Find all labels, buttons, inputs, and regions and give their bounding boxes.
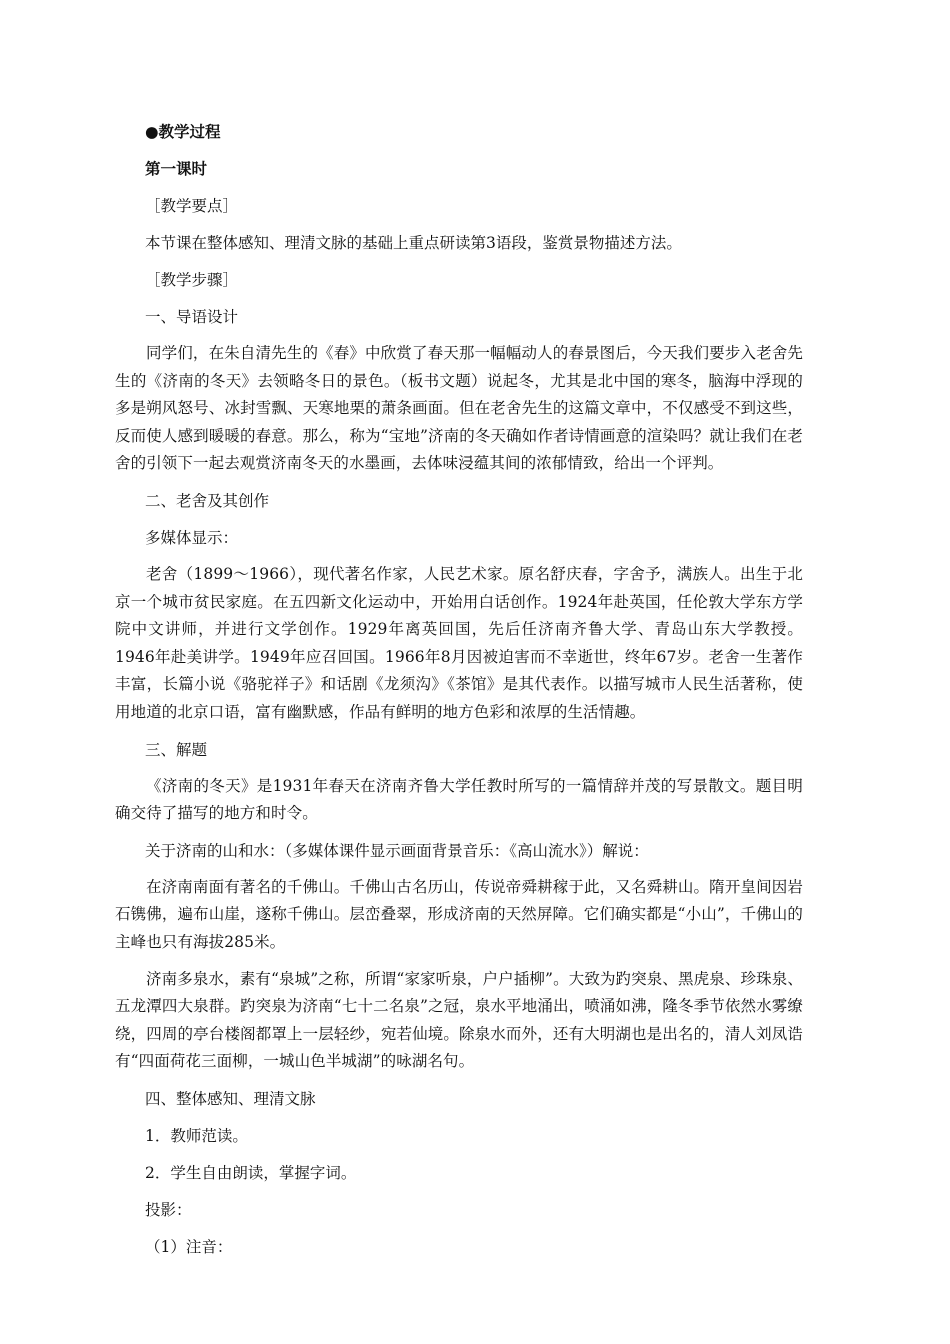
part3-water-paragraph <box>115 966 803 1076</box>
part4-title: 四、整体感知、理清文脉 <box>145 1089 316 1108</box>
part3-subtitle: 关于济南的山和水：（多媒体课件显示画面背景音乐：《高山流水》）解说： <box>145 841 649 860</box>
part2-paragraph <box>115 561 803 727</box>
part4-item-1: 1．教师范读。 <box>145 1126 248 1145</box>
key-points-label: ［教学要点］ <box>145 197 239 215</box>
part1-paragraph <box>115 340 803 478</box>
part4-item-2: 2．学生自由朗读，掌握字词。 <box>145 1163 357 1182</box>
part3-text: 《济南的冬天》是1931年春天在济南齐鲁大学任教时所写的一篇情辞并茂的写景散文。题目明确交待了描写的地方和时令。 <box>115 776 803 823</box>
part2-media-label: 多媒体显示： <box>145 528 239 547</box>
part3-mountain-text: 在济南南面有著名的千佛山。千佛山古名历山，传说帝舜耕稼于此，又名舜耕山。隋开皇间因岩石镌佛，遍布山崖，遂称千佛山。层峦叠翠，形成济南的天然屏障。它们确实都是“小山”，千佛山的主峰也只有海拔285米。 <box>115 877 803 951</box>
part3-water-text: 济南多泉水，素有“泉城”之称，所谓“家家听泉，户户插柳”。大致为趵突泉、黑虎泉、珍珠泉、五龙潭四大泉群。趵突泉为济南“七十二名泉”之冠，泉水平地涌出，喷涌如沸，隆冬季节依然水雾缭绕，四周的亭台楼阁都罩上一层轻纱，宛若仙境。除泉水而外，还有大明湖也是出名的，清人刘凤诰有“四面荷花三面柳，一城山色半城湖”的咏湖名句。 <box>115 969 803 1071</box>
section-title: ●教学过程 <box>145 123 221 141</box>
key-points-text: 本节课在整体感知、理清文脉的基础上重点研读第3语段，鉴赏景物描述方法。 <box>145 234 682 252</box>
part4-sub-item-1: （1）注音： <box>145 1237 233 1256</box>
steps-label: ［教学步骤］ <box>145 271 239 289</box>
part3-mountain-paragraph <box>115 874 803 957</box>
part2-title: 二、老舍及其创作 <box>145 491 270 510</box>
part3-title: 三、解题 <box>145 740 208 759</box>
document-page <box>115 118 833 1261</box>
lesson-title: 第一课时 <box>145 160 208 178</box>
part1-text: 同学们，在朱自清先生的《春》中欣赏了春天那一幅幅动人的春景图后，今天我们要步入老舍先生的《济南的冬天》去领略冬日的景色。（板书文题）说起冬，尤其是北中国的寒冬，脑海中浮现的多是朔风怒号、冰封雪飘、天寒地栗的萧条画面。但在老舍先生的这篇文章中，不仅感受不到这些，反而使人感到暖暖的春意。那么，称为“宝地”济南的冬天确如作者诗情画意的渲染吗？就让我们在老舍的引领下一起去观赏济南冬天的水墨画，去体味浸蕴其间的浓郁情致，给出一个评判。 <box>115 344 803 473</box>
part4-projection-label: 投影： <box>145 1200 192 1219</box>
part3-paragraph <box>115 773 803 828</box>
part2-text: 老舍（1899～1966），现代著名作家，人民艺术家。原名舒庆春，字舍予，满族人。出生于北京一个城市贫民家庭。在五四新文化运动中，开始用白话创作。1924年赴英国，任伦敦大学东方学院中文讲师，并进行文学创作。1929年离英回国，先后任济南齐鲁大学、青岛山东大学教授。1946年赴美讲学。1949年应召回国。1966年8月因被迫害而不幸逝世，终年67岁。老舍一生著作丰富，长篇小说《骆驼祥子》和话剧《龙须沟》《茶馆》是其代表作。以描写城市人民生活著称，使用地道的北京口语，富有幽默感，作品有鲜明的地方色彩和浓厚的生活情趣。 <box>115 564 803 721</box>
part1-title: 一、导语设计 <box>145 308 239 326</box>
